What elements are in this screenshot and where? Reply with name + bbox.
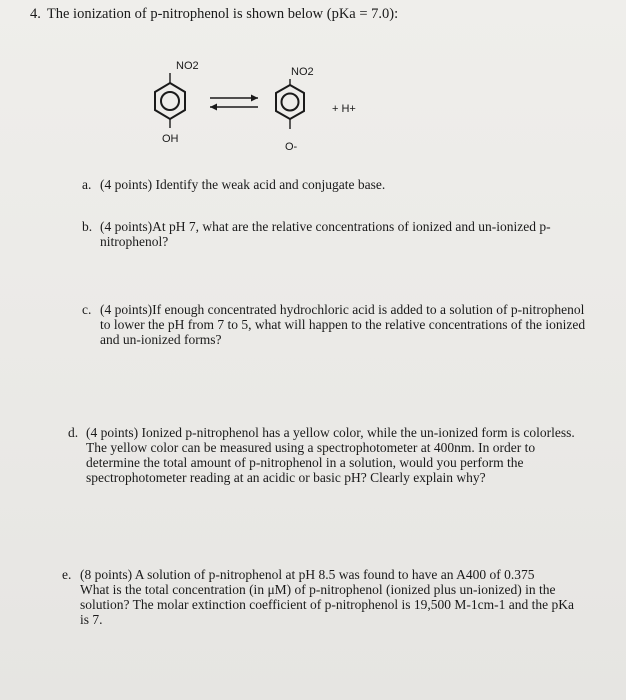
part-c-line-3: and un-ionized forms? [100,332,222,347]
part-d-line-3: determine the total amount of p-nitrophenol in a solution, would you perform the [86,455,524,470]
right-no2-label: NO2 [291,66,314,78]
part-b-line-1: (4 points)At pH 7, what are the relative concentrations of ionized and un-ionized p- [100,219,551,234]
part-d-label: d. [68,425,79,440]
part-e-line-4: is 7. [80,612,103,627]
part-c-label: c. [82,302,92,317]
part-d-line-4: spectrophotometer reading at an acidic or basic pH? Clearly explain why? [86,470,486,485]
part-e [62,567,602,627]
left-benzene-ring [155,83,185,119]
part-d [68,425,598,485]
part-d-line-1: (4 points) Ionized p-nitrophenol has a yellow color, while the un-ionized form is colorless. [86,425,575,440]
forward-arrowhead [251,95,258,102]
part-b-line-2: nitrophenol? [100,234,169,249]
question-number: 4. [30,6,41,22]
part-c-line-2: to lower the pH from 7 to 5, what will happen to the relative concentrations of the ionized [100,317,586,332]
reverse-arrowhead [210,104,217,111]
part-a-line-1: (4 points) Identify the weak acid and conjugate base. [100,177,386,192]
part-c [82,302,602,347]
part-e-label: e. [62,567,72,582]
part-b [82,219,582,249]
left-ring-circle [161,92,179,110]
ionization-diagram [140,55,400,165]
part-e-line-3: solution? The molar extinction coefficient of p-nitrophenol is 19,500 M-1cm-1 and the pKa [80,597,575,612]
part-a [82,177,385,192]
part-e-line-2: What is the total concentration (in μM) of p-nitrophenol (ionized plus un-ionized) in the [80,582,556,597]
part-a-label: a. [82,177,92,192]
part-d-line-2: The yellow color can be measured using a spectrophotometer at 400nm. In order to [86,440,536,455]
question-text: The ionization of p-nitrophenol is shown below (pKa = 7.0): [46,6,399,22]
left-no2-label: NO2 [176,60,199,72]
left-oh-label: OH [162,133,179,145]
part-e-line-1: (8 points) A solution of p-nitrophenol at pH 8.5 was found to have an A400 of 0.375 [80,567,535,582]
plus-h-label: + H+ [332,103,356,115]
part-c-line-1: (4 points)If enough concentrated hydrochloric acid is added to a solution of p-nitrophenol [100,302,585,317]
question-header [30,6,398,23]
part-b-label: b. [82,219,93,234]
right-ring-circle [282,94,299,111]
right-o-minus-label: O- [285,141,298,153]
right-benzene-ring [276,85,304,119]
